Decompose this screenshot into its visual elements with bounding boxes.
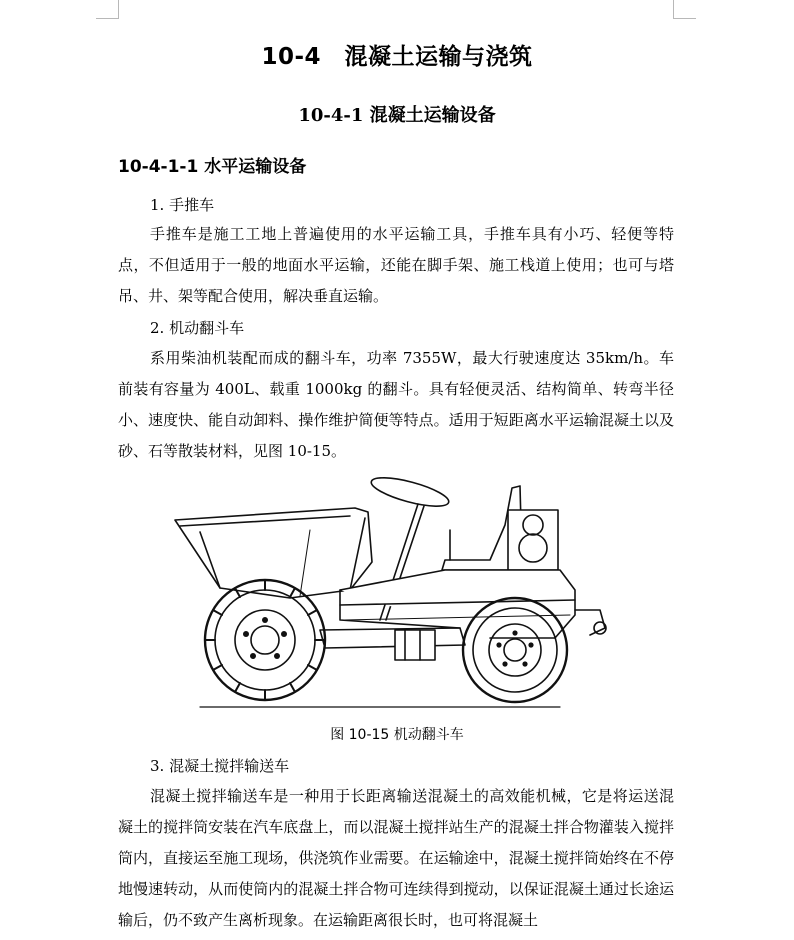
page-corner-mark-left: [96, 0, 119, 19]
figure-caption: 图 10-15 机动翻斗车: [330, 727, 464, 743]
section-title: 10-4-1 混凝土运输设备: [298, 105, 496, 126]
chapter-title: 10-4 混凝土运输与浇筑: [261, 44, 533, 70]
list-item-mixer-truck: 3. 混凝土搅拌输送车: [150, 757, 290, 775]
subsection-title: 10-4-1-1 水平运输设备: [118, 157, 307, 177]
page-corner-mark-right: [673, 0, 696, 19]
list-item-handcart: 1. 手推车: [150, 196, 215, 214]
paragraph-handcart: 手推车是施工工地上普遍使用的水平运输工具，手推车具有小巧、轻便等特点，不但适用于一般的地面水平运输，还能在脚手架、施工栈道上使用；也可与塔吊、井、架等配合使用，解决垂直运输。: [118, 225, 674, 305]
dumper-figure: [160, 470, 640, 720]
paragraph-dumper: 系用柴油机装配而成的翻斗车，功率 7355W，最大行驶速度达 35km/h。车前装有容量为 400L、载重 1000kg 的翻斗。具有轻便灵活、结构简单、转弯半径小、速度快、能自动卸料、操作维护简便等特点。适用于短距离水平运输混凝土以及砂、石等散装材料，见图 10-15。: [118, 349, 674, 460]
paragraph-mixer-truck: 混凝土搅拌输送车是一种用于长距离输送混凝土的高效能机械，它是将运送混凝土的搅拌筒安装在汽车底盘上，而以混凝土搅拌站生产的混凝土拌合物灌装入搅拌筒内，直接运至施工现场，供浇筑作业需要。在运输途中，混凝土搅拌筒始终在不停地慢速转动，从而使筒内的混凝土拌合物可连续得到搅动，以保证混凝土通过长途运输后，仍不致产生离析现象。在运输距离很长时，也可将混凝土: [118, 787, 674, 929]
list-item-dumper: 2. 机动翻斗车: [150, 319, 245, 337]
